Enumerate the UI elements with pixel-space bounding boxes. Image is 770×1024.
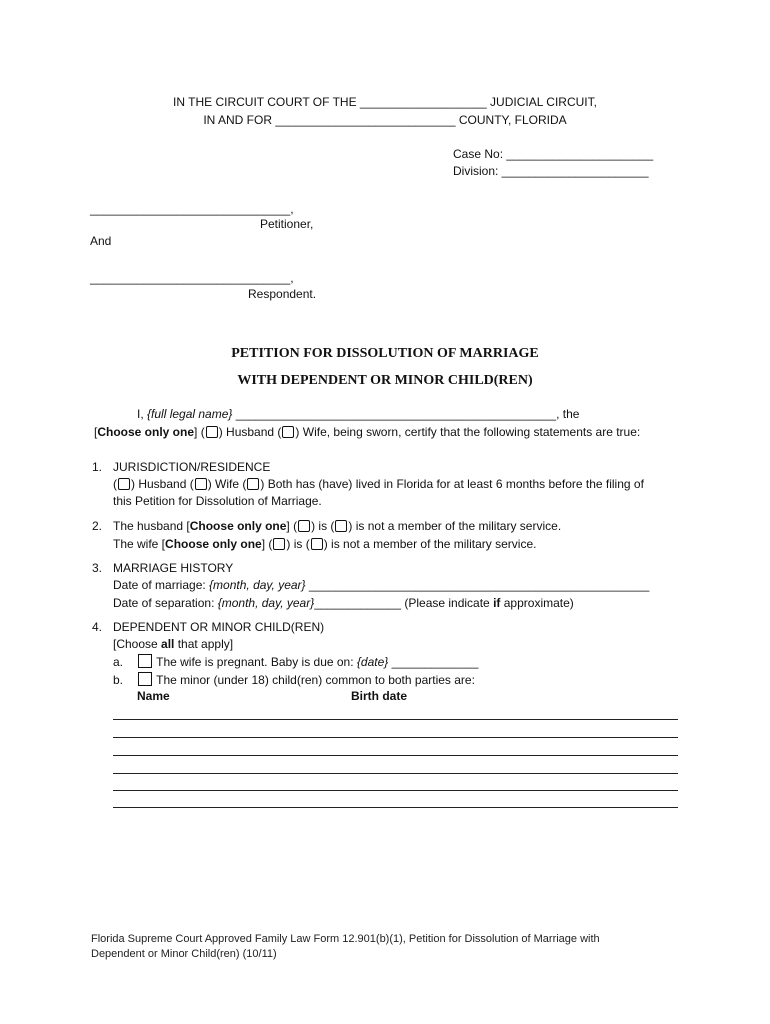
residence-both-label: ) Both has (have) lived in Florida for at least 6 months before the filing of	[260, 477, 644, 491]
paren-open: ] (	[261, 537, 273, 551]
residence-wife-label: ) Wife (	[207, 477, 247, 491]
respondent-label: Respondent.	[248, 287, 317, 301]
court-caption-text: IN THE CIRCUIT COURT OF THE ___________________ JUDICIAL CIRCUIT,	[173, 95, 597, 109]
approx-note-if: if	[493, 596, 501, 610]
not-military-label: ) is not a member of the military service.	[348, 519, 562, 533]
intro-name-line	[137, 407, 579, 421]
husband-prefix: The husband [	[113, 519, 190, 533]
minor-children-checkbox[interactable]	[138, 672, 152, 686]
intro-wife-checkbox[interactable]	[282, 426, 294, 438]
minor-children-text: The minor (under 18) child(ren) common to both parties are:	[153, 673, 475, 687]
minor-children-option	[113, 672, 475, 687]
choose-all-line	[113, 637, 233, 651]
case-no-field[interactable]: Case No: ______________________	[453, 147, 654, 161]
separation-date-line	[113, 596, 574, 610]
court-caption-line	[0, 95, 770, 109]
intro-choose-line	[94, 425, 640, 439]
bracket-open: [	[94, 425, 98, 439]
child-row-line[interactable]	[113, 790, 678, 791]
child-row-line[interactable]	[113, 773, 678, 774]
approx-note-post: approximate)	[500, 596, 574, 610]
petitioner-name-field[interactable]: ______________________________,	[90, 202, 294, 216]
separation-date-label: Date of separation:	[113, 596, 218, 610]
county-caption-text: IN AND FOR ___________________________ COUNTY, FLORIDA	[203, 113, 567, 127]
county-caption-line	[0, 113, 770, 127]
due-date-hint: {date}	[356, 655, 389, 669]
full-name-field[interactable]: ________________________________________________, the	[232, 407, 580, 421]
residence-wife-checkbox[interactable]	[195, 478, 207, 490]
pregnant-text: The wife is pregnant. Baby is due on:	[153, 655, 357, 669]
marriage-date-hint: {month, day, year}	[209, 578, 306, 592]
intro-wife-label: ) Wife, being sworn, certify that the following statements are true:	[295, 425, 641, 439]
intro-husband-checkbox[interactable]	[206, 426, 218, 438]
is-label: ) is (	[286, 537, 310, 551]
marriage-date-field[interactable]: ___________________________________________________	[305, 578, 650, 592]
due-date-field[interactable]: _____________	[388, 655, 479, 669]
section-2-number: 2.	[92, 519, 103, 533]
section-1-heading: JURISDICTION/RESIDENCE	[113, 460, 271, 474]
separation-date-field[interactable]: _____________	[314, 596, 402, 610]
child-row-line[interactable]	[113, 737, 678, 738]
separation-date-hint: {month, day, year}	[217, 596, 315, 610]
column-header-name: Name	[137, 689, 170, 703]
option-a-label: a.	[113, 655, 124, 669]
paren-open: ] (	[286, 519, 298, 533]
choose-pre: [Choose	[113, 637, 162, 651]
marriage-date-label: Date of marriage:	[113, 578, 210, 592]
approx-note-pre: (Please indicate	[401, 596, 494, 610]
paren-open: ] (	[194, 425, 205, 439]
residence-husband-checkbox[interactable]	[118, 478, 130, 490]
footer-line1: Florida Supreme Court Approved Family Law Form 12.901(b)(1), Petition for Dissolution of Marriage with	[91, 933, 600, 945]
not-military-label: ) is not a member of the military service.	[323, 537, 537, 551]
section-1-number: 1.	[92, 460, 103, 474]
section-3-number: 3.	[92, 561, 103, 575]
and-label: And	[90, 234, 112, 248]
choose-all-label: all	[161, 637, 175, 651]
division-field[interactable]: Division: ______________________	[453, 164, 649, 178]
wife-is-military-checkbox[interactable]	[273, 538, 285, 550]
husband-not-military-checkbox[interactable]	[335, 520, 347, 532]
wife-military-line	[113, 537, 536, 551]
section-4-heading: DEPENDENT OR MINOR CHILD(REN)	[113, 620, 325, 634]
footer-line2: Dependent or Minor Child(ren) (10/11)	[91, 948, 277, 960]
child-row-line[interactable]	[113, 807, 678, 808]
respondent-name-field[interactable]: ______________________________,	[90, 271, 294, 285]
full-name-hint: {full legal name}	[147, 407, 233, 421]
choose-only-one-label: Choose only one	[97, 425, 195, 439]
husband-is-military-checkbox[interactable]	[298, 520, 310, 532]
wife-prefix: The wife [	[113, 537, 166, 551]
wife-not-military-checkbox[interactable]	[311, 538, 323, 550]
residence-husband-label: ) Husband (	[131, 477, 194, 491]
choose-only-one-label: Choose only one	[165, 537, 262, 551]
choose-only-one-label: Choose only one	[189, 519, 287, 533]
intro-prefix: I,	[137, 407, 148, 421]
is-label: ) is (	[311, 519, 335, 533]
section-3-heading: MARRIAGE HISTORY	[113, 561, 234, 575]
column-header-birth-date: Birth date	[351, 689, 408, 703]
child-row-line[interactable]	[113, 755, 678, 756]
choose-post: that apply]	[174, 637, 234, 651]
option-b-label: b.	[113, 673, 124, 687]
pregnant-checkbox[interactable]	[138, 654, 152, 668]
section-4-number: 4.	[92, 620, 103, 634]
residence-both-checkbox[interactable]	[247, 478, 259, 490]
residence-options	[113, 477, 644, 491]
child-row-line[interactable]	[113, 719, 678, 720]
intro-husband-label: ) Husband (	[218, 425, 282, 439]
form-title-line1: PETITION FOR DISSOLUTION OF MARRIAGE	[231, 346, 539, 361]
form-title-line2: WITH DEPENDENT OR MINOR CHILD(REN)	[237, 373, 533, 388]
petitioner-label: Petitioner,	[260, 217, 314, 231]
husband-military-line	[113, 519, 561, 533]
paren-open: (	[113, 477, 117, 491]
residence-line2: this Petition for Dissolution of Marriage.	[113, 494, 322, 508]
marriage-date-line	[113, 578, 649, 592]
pregnant-option	[113, 654, 478, 669]
